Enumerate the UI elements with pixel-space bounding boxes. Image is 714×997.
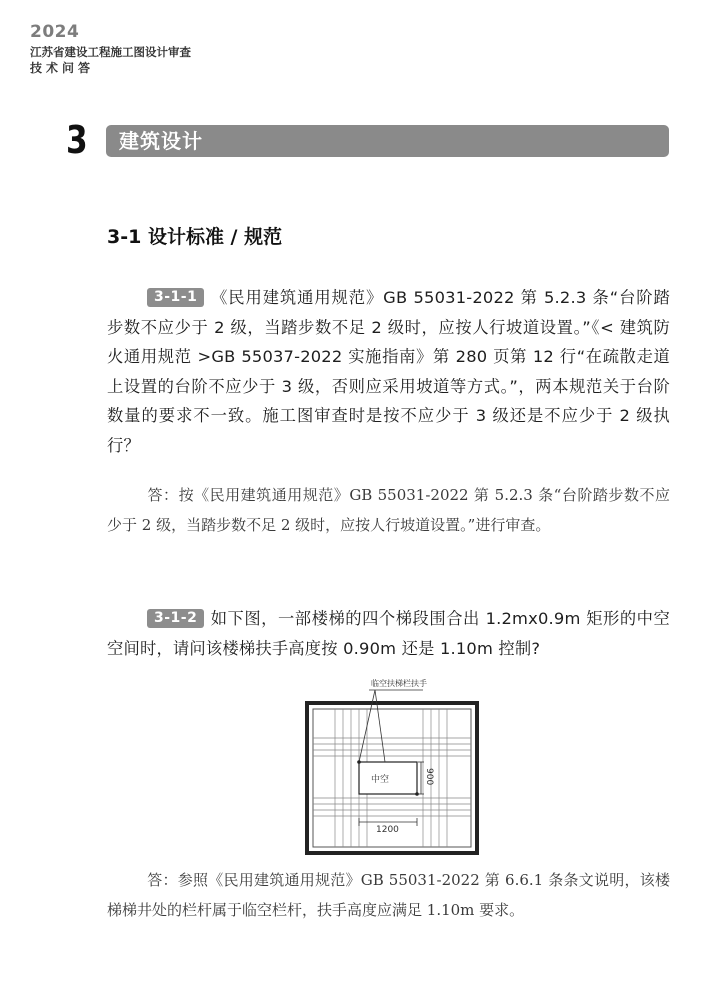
chapter-title-bar xyxy=(106,125,669,157)
header-subtitle: 技术问答 xyxy=(30,61,95,75)
stair-plan-figure xyxy=(273,676,509,856)
question-text: 《民用建筑通用规范》GB 55031-2022 第 5.2.3 条“台阶踏步数不应少于 2 级，当踏步数不足 2 级时，应按人行坡道设置。”《< 建筑防火通用规范 >GB 55037-2022 实施指南》第 280 页第 12 行“在疏散走道上设置的台阶不应少于 3 级，否则应采用坡道等方式。”，两本规范关于台阶数量的要求不一致。施工图审查时是按不应少于 3 级还是不应少于 2 级执行？ xyxy=(107,288,670,455)
dim-vertical: 900 xyxy=(424,768,434,786)
question-3-1-2 xyxy=(107,604,670,663)
header-title: 江苏省建设工程施工图设计审查 xyxy=(30,45,191,59)
answer-text: 答：参照《民用建筑通用规范》GB 55031-2022 第 6.6.1 条条文说明，该楼梯梯井处的栏杆属于临空栏杆，扶手高度应满足 1.10m 要求。 xyxy=(107,871,670,919)
chapter-title: 建筑设计 xyxy=(119,129,203,153)
callout-label: 临空扶梯栏扶手 xyxy=(371,679,427,688)
answer-3-1-2 xyxy=(107,866,670,925)
dim-horizontal: 1200 xyxy=(376,825,399,835)
chapter-number: 3 xyxy=(66,118,88,162)
void-label: 中空 xyxy=(371,775,390,785)
answer-3-1-1 xyxy=(107,481,670,540)
header-year: 2024 xyxy=(30,22,80,42)
running-header xyxy=(30,22,191,77)
chapter-heading xyxy=(66,118,669,162)
answer-text: 答：按《民用建筑通用规范》GB 55031-2022 第 5.2.3 条“台阶踏步数不应少于 2 级，当踏步数不足 2 级时，应按人行坡道设置。”进行审查。 xyxy=(107,486,670,534)
question-3-1-1 xyxy=(107,283,670,461)
question-text: 如下图，一部楼梯的四个梯段围合出 1.2mx0.9m 矩形的中空空间时，请问该楼梯扶手高度按 0.90m 还是 1.10m 控制? xyxy=(107,609,670,658)
question-tag: 3-1-1 xyxy=(147,288,204,307)
section-title: 3-1 设计标准 / 规范 xyxy=(107,226,283,248)
question-tag: 3-1-2 xyxy=(147,609,204,628)
